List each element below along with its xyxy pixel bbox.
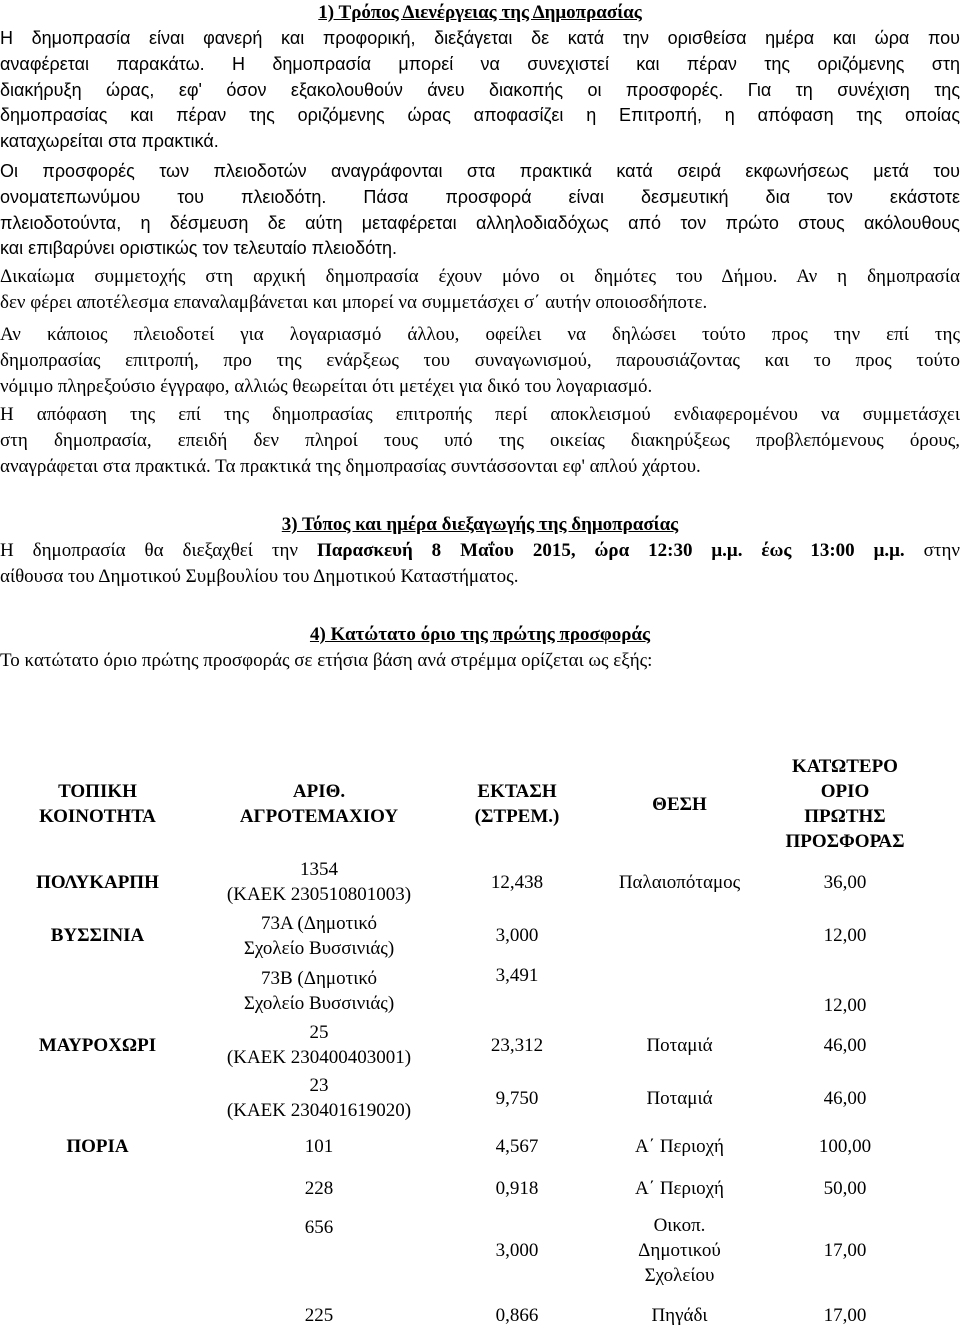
text-line: στη δημοπρασία, επειδή δεν πληροί τους υπό της οικείας διακηρύξεως προβλεπόμενους όρους, (0, 429, 960, 451)
cell-min-offer: 50,00 (823, 1177, 867, 1199)
cell-community: ΠΟΛΥΚΑΡΠΗ (36, 871, 159, 893)
cell-line: Σχολείο Βυσσινιάς) (243, 992, 395, 1014)
table-row (0, 1072, 922, 1124)
cell-line: 225 (304, 1304, 334, 1326)
cell-line: (ΚΑΕΚ 230400403001) (226, 1047, 412, 1068)
cell-community (0, 1207, 195, 1293)
cell-min-offer: 17,00 (823, 1239, 867, 1261)
cell-area: 3,000 (495, 925, 539, 946)
cell-location (591, 1124, 768, 1169)
cell-community (0, 1072, 195, 1124)
section-4-heading: 4) Κατώτατο όριο της πρώτης προσφοράς (309, 624, 651, 645)
text-line: και επιβαρύνει οριστικώς τον τελευταίο πλειοδότη. (0, 238, 397, 259)
text-line: νόμιμο πληρεξούσιο έγγραφο, αλλιώς θεωρείται ότι μετέχει για δικό του λογαριασμό. (0, 375, 653, 397)
header-line: ΟΡΙΟ (820, 781, 870, 802)
header-location (591, 752, 768, 856)
text-run: Η δημοπρασία θα διεξαχθεί την (0, 540, 317, 561)
text-line: αναφέρεται παρακάτω. Η δημοπρασία μπορεί να συνεχιστεί και πέραν της οριζόμενης στη (0, 53, 960, 74)
cell-line: 25 (309, 1022, 329, 1043)
cell-line: 101 (304, 1136, 334, 1157)
section-1-paragraph-3 (0, 264, 960, 316)
text-line: δημοπρασίας και πέραν της οριζόμενης ώρας αποφασίζει η Επιτροπή, η απόφαση της οποίας (0, 105, 960, 126)
cell-location (591, 1169, 768, 1207)
text-line: δημοπρασίας επιτροπή, προ της ενάρξεως του συναγωνισμού, παρουσιάζοντας και το προς τούτο (0, 349, 960, 371)
cell-area: 0,866 (495, 1304, 539, 1326)
cell-min-offer: 46,00 (823, 1087, 867, 1109)
cell-line: Παλαιοπόταμος (618, 871, 741, 893)
cell-community (0, 1293, 195, 1337)
header-line: ΤΟΠΙΚΗ (58, 781, 137, 802)
cell-area: 3,000 (495, 1239, 539, 1261)
section-4-paragraph (0, 648, 960, 674)
section-3-paragraph (0, 538, 960, 590)
table-row (0, 856, 922, 908)
cell-min-offer: 17,00 (823, 1304, 867, 1326)
header-line: (ΣΤΡΕΜ.) (474, 806, 560, 827)
text-line: πλειοδοτούντα, η δέσμευση δε αύτη μεταφέρεται αλληλοδιαδόχως από τον πρώτο στους ακόλουθους (0, 212, 960, 233)
header-line: ΚΟΙΝΟΤΗΤΑ (39, 806, 156, 827)
cell-location (591, 1293, 768, 1337)
header-line: ΠΡΩΤΗΣ (804, 806, 886, 827)
cell-line: (ΚΑΕΚ 230401619020) (226, 1100, 412, 1121)
cell-location (591, 1018, 768, 1072)
header-line: ΑΡΙΘ. (292, 781, 346, 802)
header-line: ΚΑΤΩΤΕΡΟ (792, 756, 898, 777)
header-line: ΘΕΣΗ (652, 793, 707, 815)
text-line: αναγράφεται στα πρακτικά. Τα πρακτικά της δημοπρασίας συντάσσονται εφ' απλού χάρτου. (0, 455, 701, 477)
auction-date-time: Παρασκευή 8 Μαΐου 2015, ώρα 12:30 μ.μ. έως 13:00 μ.μ. (316, 540, 905, 561)
cell-plot (195, 856, 443, 908)
table-row (0, 1018, 922, 1072)
cell-line: Πηγάδι (651, 1304, 708, 1326)
section-1-paragraph-5 (0, 402, 960, 479)
table-row (0, 1207, 922, 1293)
cell-plot (195, 908, 443, 963)
table-row (0, 908, 922, 963)
cell-location (591, 963, 768, 1018)
table-header-row (0, 752, 922, 856)
section-1-paragraph-2 (0, 159, 960, 262)
header-line: ΠΡΟΣΦΟΡΑΣ (785, 831, 905, 852)
table-row (0, 1124, 922, 1169)
cell-area: 3,491 (495, 965, 539, 986)
cell-community: ΜΑΥΡΟΧΩΡΙ (38, 1034, 157, 1056)
cell-line: Σχολείο Βυσσινιάς) (243, 937, 395, 959)
table-row (0, 963, 922, 1018)
section-3-heading: 3) Τόπος και ημέρα διεξαγωγής της δημοπρασίας (281, 514, 679, 535)
cell-area: 9,750 (495, 1087, 539, 1109)
text-line: Αν κάποιος πλειοδοτεί για λογαριασμό άλλου, οφείλει να δηλώσει τούτο προς την επί της (0, 324, 960, 345)
cell-line: Α΄ Περιοχή (635, 1136, 724, 1157)
cell-line: Α΄ Περιοχή (635, 1177, 724, 1199)
text-line: ονοματεπωνύμου του πλειοδότη. Πάσα προσφορά είναι δεσμευτική δια τον εκάστοτε (0, 186, 960, 207)
cell-min-offer: 12,00 (823, 925, 867, 946)
cell-line: 23 (309, 1075, 329, 1096)
header-community (0, 752, 195, 856)
cell-line: (ΚΑΕΚ 230510801003) (226, 884, 412, 905)
cell-line: 1354 (300, 859, 338, 880)
text-line: διακήρυξη ώρας, εφ' όσον εξακολουθούν άνευ διακοπής οι προσφορές. Για τη συνέχιση της (0, 79, 960, 100)
section-1-heading: 1) Τρόπος Διενέργειας της Δημοπρασίας (318, 2, 642, 23)
cell-area: 23,312 (490, 1034, 544, 1056)
header-line: ΕΚΤΑΣΗ (477, 781, 557, 802)
section-1-paragraph-4 (0, 322, 960, 399)
cell-line: Οικοπ. (653, 1214, 706, 1236)
cell-location (591, 908, 768, 963)
cell-plot (195, 1169, 443, 1207)
cell-area: 12,438 (490, 871, 544, 893)
header-min-offer (768, 752, 922, 856)
cell-community (0, 963, 195, 1018)
cell-line: Δημοτικού (638, 1239, 721, 1261)
cell-area: 4,567 (495, 1136, 539, 1157)
header-plot (195, 752, 443, 856)
text-line: καταχωρείται στα πρακτικά. (0, 131, 219, 152)
cell-min-offer: 36,00 (823, 871, 867, 893)
cell-community (0, 1169, 195, 1207)
header-area (443, 752, 591, 856)
table-row (0, 1169, 922, 1207)
cell-community: ΒΥΣΣΙΝΙΑ (50, 925, 145, 946)
cell-line: Σχολείου (644, 1264, 715, 1286)
section-1-paragraph-1 (0, 26, 960, 155)
text-line: Δικαίωμα συμμετοχής στη αρχική δημοπρασία έχουν μόνο οι δημότες του Δήμου. Αν η δημοπρασία (0, 266, 960, 287)
cell-min-offer: 12,00 (823, 995, 867, 1016)
cell-line: 73Α (Δημοτικό (261, 912, 377, 934)
cell-line: Ποταμιά (646, 1034, 713, 1056)
text-line: Οι προσφορές των πλειοδοτών αναγράφονται στα πρακτικά κατά σειρά εκφωνήσεως μετά του (0, 161, 960, 181)
text-line: Το κατώτατο όριο πρώτης προσφοράς σε ετήσια βάση ανά στρέμμα ορίζεται ως εξής: (0, 650, 653, 671)
table-row (0, 1293, 922, 1337)
cell-line: Ποταμιά (646, 1087, 713, 1109)
cell-plot (195, 1293, 443, 1337)
cell-min-offer: 100,00 (818, 1136, 872, 1157)
cell-location (591, 856, 768, 908)
cell-location (591, 1072, 768, 1124)
cell-area: 0,918 (495, 1177, 539, 1199)
minimum-offer-table (0, 752, 922, 1337)
cell-plot (195, 1072, 443, 1124)
text-line (0, 538, 960, 564)
cell-plot (195, 1207, 443, 1293)
cell-line: 656 (304, 1217, 334, 1238)
text-line: αίθουσα του Δημοτικού Συμβουλίου του Δημοτικού Καταστήματος. (0, 565, 519, 587)
cell-line: 73Β (Δημοτικό (261, 967, 377, 989)
cell-plot (195, 1018, 443, 1072)
cell-community: ΠΟΡΙΑ (66, 1136, 129, 1157)
cell-plot (195, 1124, 443, 1169)
cell-location (591, 1207, 768, 1293)
text-line: Η δημοπρασία είναι φανερή και προφορική, διεξάγεται δε κατά την ορισθείσα ημέρα και ώρα που (0, 28, 960, 48)
header-line: ΑΓΡΟΤΕΜΑΧΙΟΥ (239, 806, 399, 827)
text-line: Η απόφαση της επί της δημοπρασίας επιτροπής περί αποκλεισμού ενδιαφερομένου να συμμετάσχει (0, 404, 960, 425)
text-line: δεν φέρει αποτέλεσμα επαναλαμβάνεται και μπορεί να συμμετάσχει σ΄ αυτήν οποιοσδήποτε. (0, 291, 708, 313)
cell-min-offer: 46,00 (823, 1034, 867, 1056)
text-run: στην (904, 540, 960, 561)
cell-line: 228 (304, 1177, 334, 1199)
cell-plot (195, 963, 443, 1018)
